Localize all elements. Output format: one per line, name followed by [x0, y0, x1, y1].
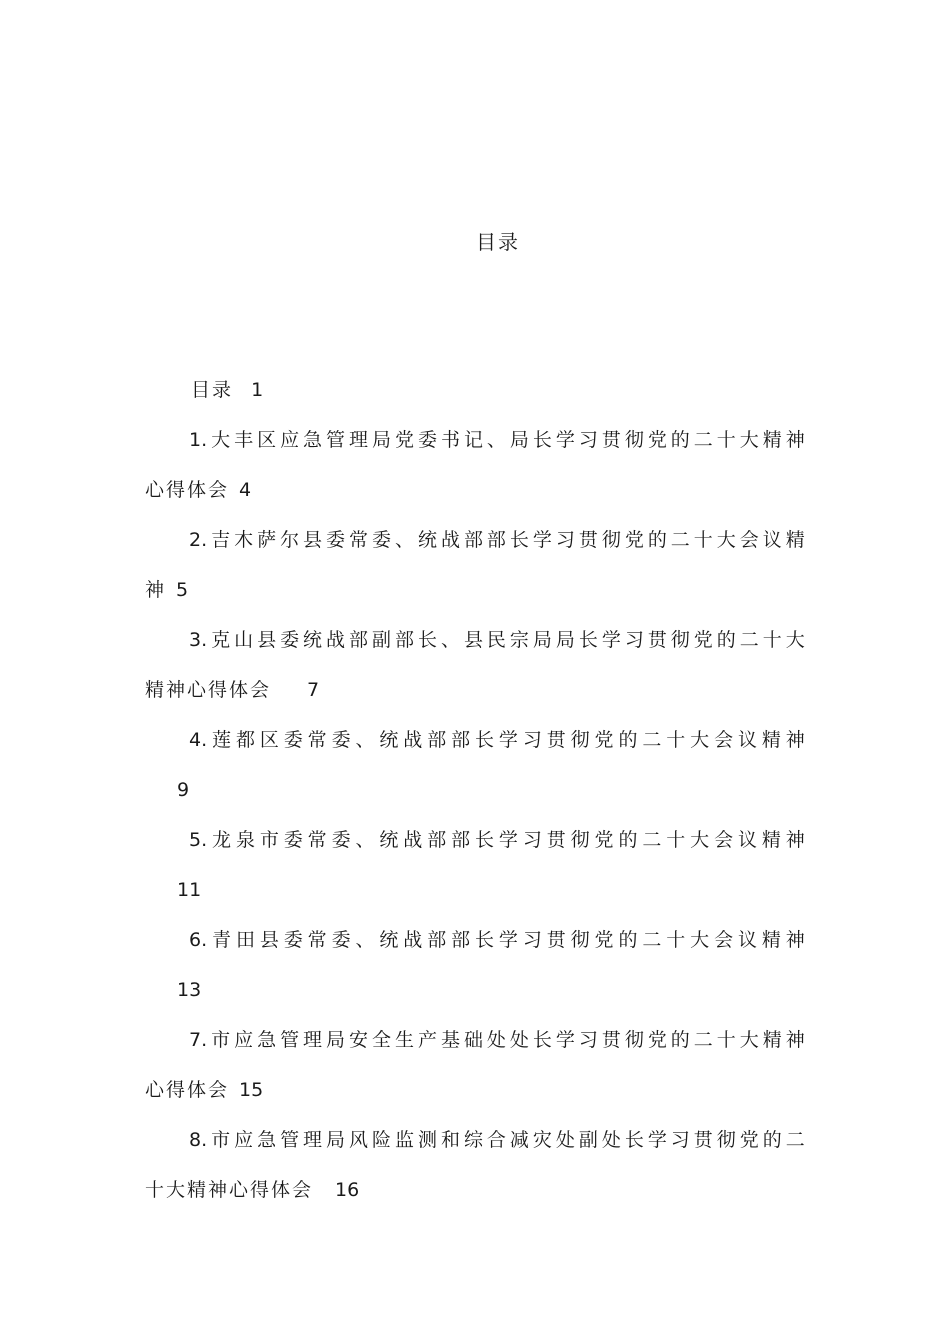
toc-entry-page: 9	[177, 779, 190, 801]
toc-entry-title: 5. 龙 泉 市 委 常 委 、 统 战 部 部 长 学 习 贯 彻 党 的 二 十 大 会 议 精 神	[189, 829, 805, 851]
toc-entry-title-cont: 十大精神心得体会	[145, 1179, 314, 1201]
toc-entry-6[interactable]	[145, 915, 805, 1015]
toc-entry-7[interactable]	[145, 1015, 805, 1115]
toc-entry-page: 4	[239, 479, 252, 501]
page-title: 目录	[476, 230, 520, 254]
toc-entry-page: 5	[176, 579, 189, 601]
toc-entry-5[interactable]	[145, 815, 805, 915]
toc-entry-page: 16	[335, 1179, 360, 1201]
toc-entry-title: 8. 市 应 急 管 理 局 风 险 监 测 和 综 合 减 灾 处 副 处 长 学 习 贯 彻 党 的 二	[189, 1129, 805, 1151]
toc-entry-title: 6. 青 田 县 委 常 委 、 统 战 部 部 长 学 习 贯 彻 党 的 二 十 大 会 议 精 神	[189, 929, 805, 951]
toc-entry-title: 7. 市 应 急 管 理 局 安 全 生 产 基 础 处 处 长 学 习 贯 彻 党 的 二 十 大 精 神	[189, 1029, 805, 1051]
toc-entry-page: 7	[307, 679, 320, 701]
toc-entry-page: 11	[177, 879, 202, 901]
toc-entry-title-cont: 神	[145, 579, 167, 601]
toc-entry-title-cont: 精神心得体会	[145, 679, 272, 701]
toc-entry-2[interactable]	[145, 515, 805, 615]
toc-entry-title: 3. 克 山 县 委 统 战 部 副 部 长 、 县 民 宗 局 局 长 学 习 贯 彻 党 的 二 十 大	[189, 629, 805, 651]
toc-header-label: 目录	[191, 379, 234, 401]
toc-entry-title-cont: 心得体会	[145, 1079, 230, 1101]
toc-entry-title: 1. 大 丰 区 应 急 管 理 局 党 委 书 记 、 局 长 学 习 贯 彻 党 的 二 十 大 精 神	[189, 429, 805, 451]
toc-entry-title: 2. 吉 木 萨 尔 县 委 常 委 、 统 战 部 部 长 学 习 贯 彻 党 的 二 十 大 会 议 精	[189, 529, 805, 551]
toc-header[interactable]	[191, 370, 263, 410]
toc-entry-title: 4. 莲 都 区 委 常 委 、 统 战 部 部 长 学 习 贯 彻 党 的 二 十 大 会 议 精 神	[189, 729, 805, 751]
toc-entry-page: 13	[177, 979, 202, 1001]
toc-entry-page: 15	[239, 1079, 264, 1101]
toc-entry-8[interactable]	[145, 1115, 805, 1215]
toc-entry-4[interactable]	[145, 715, 805, 815]
toc-entry-3[interactable]	[145, 615, 805, 715]
toc-header-page: 1	[251, 379, 264, 401]
toc-entry-1[interactable]	[145, 415, 805, 515]
toc-entry-title-cont: 心得体会	[145, 479, 230, 501]
